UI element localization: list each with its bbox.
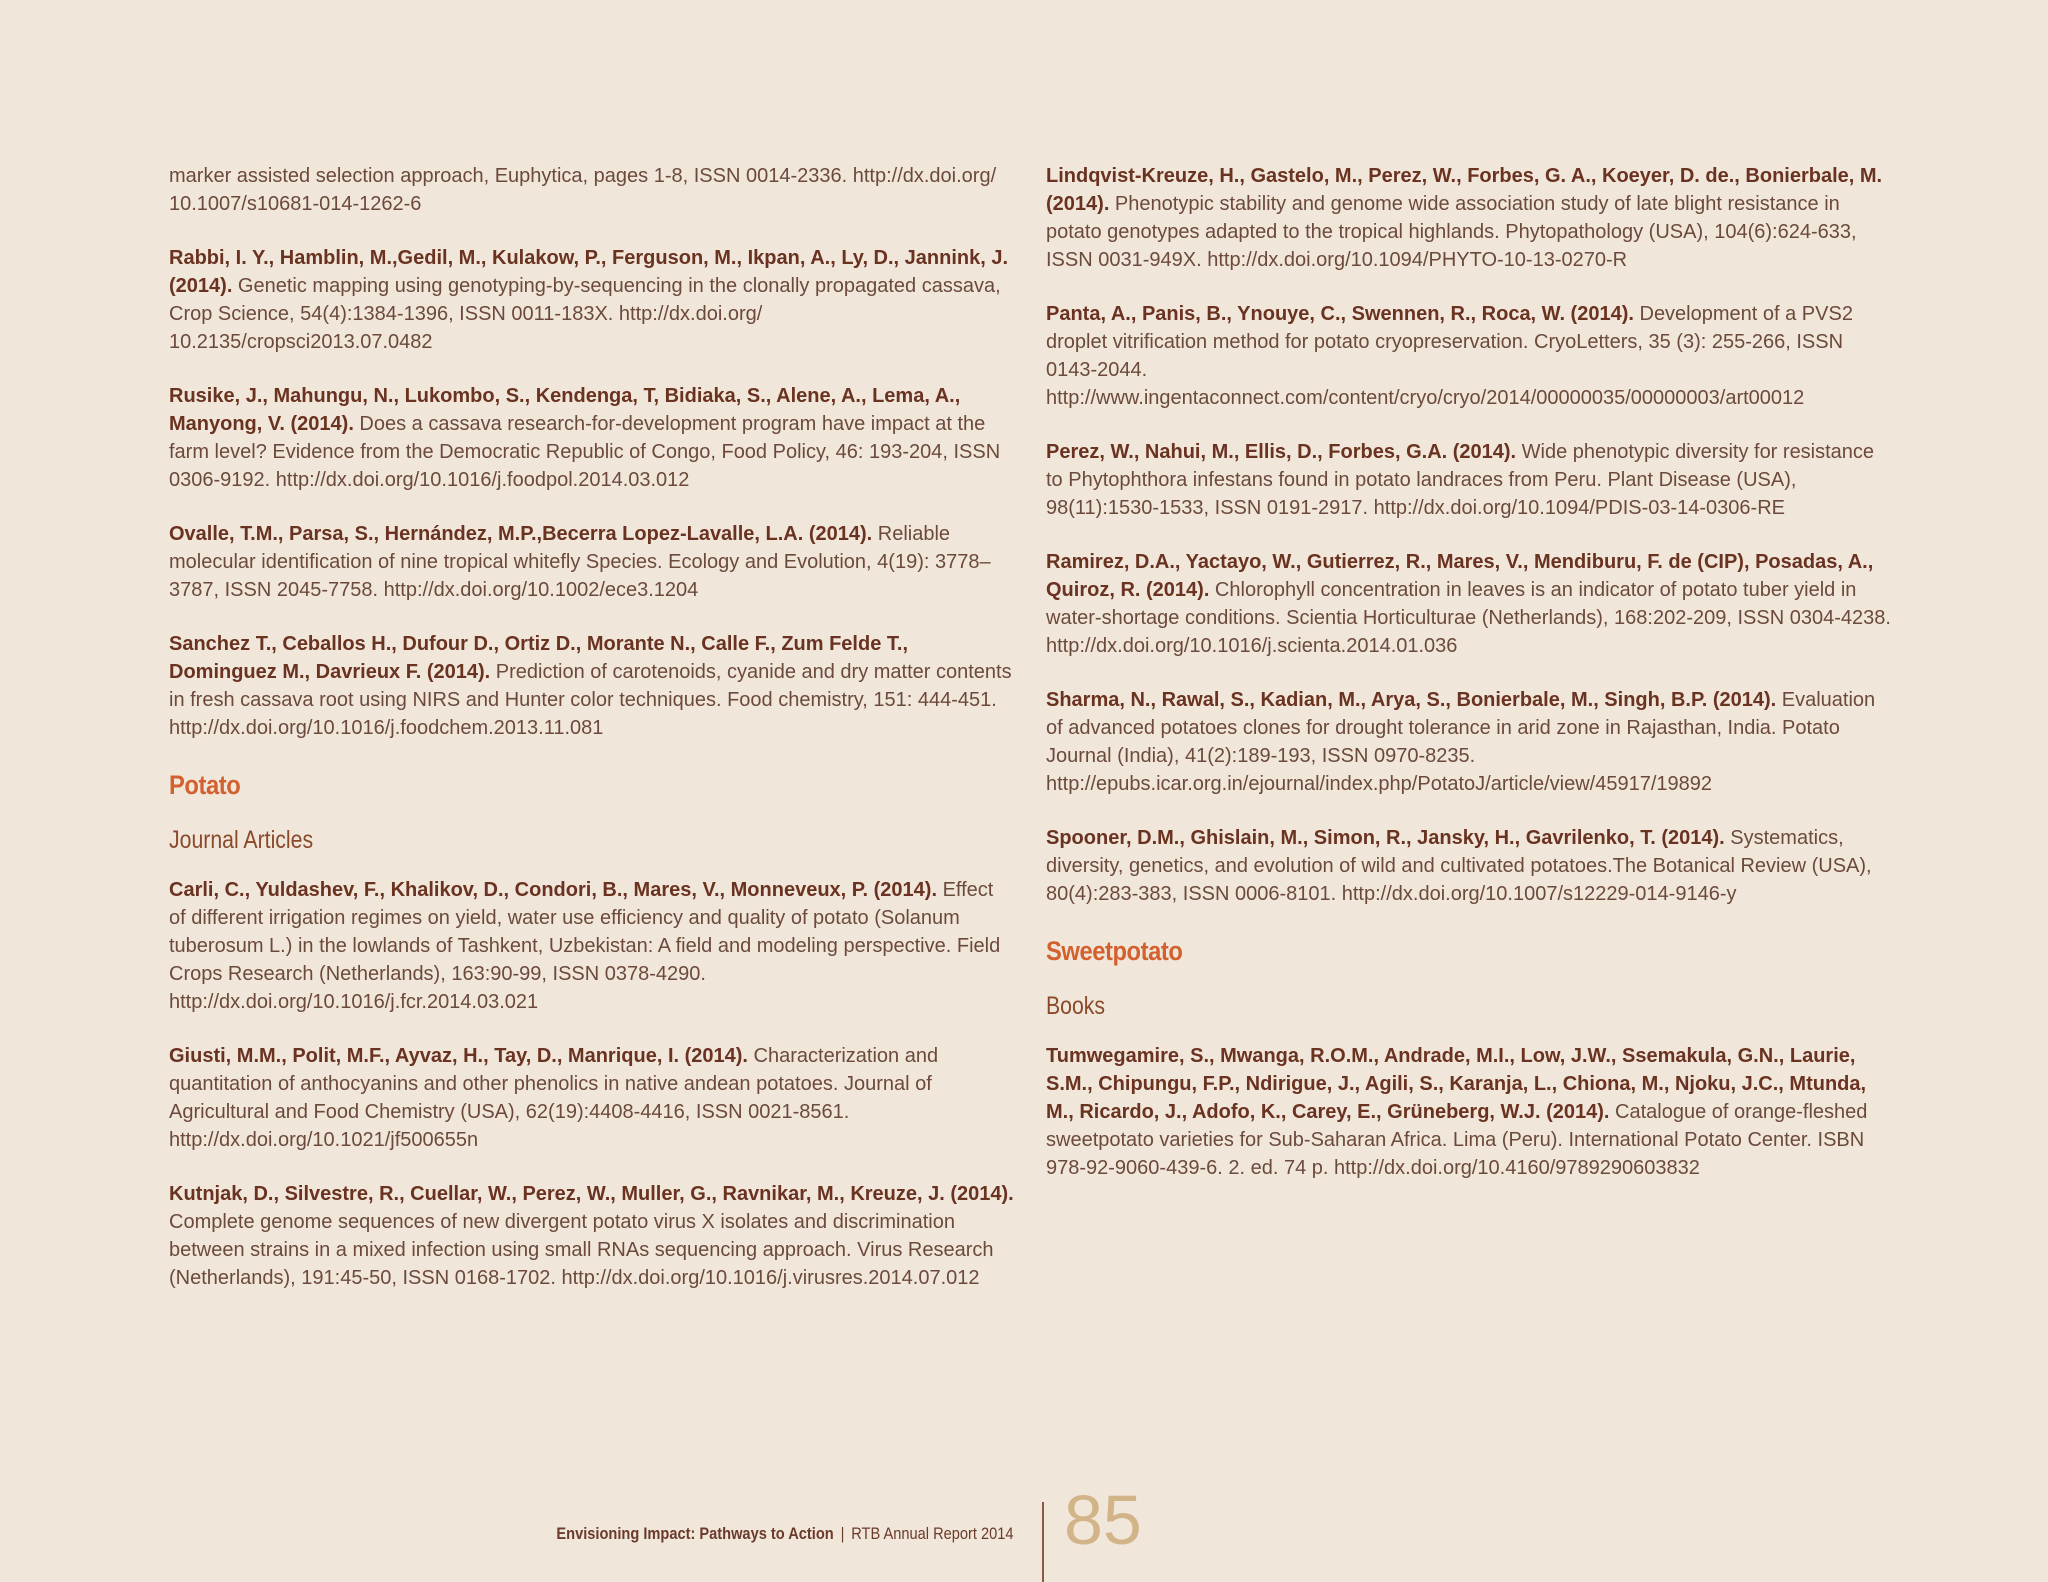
reference-body: Does a cassava research-for-development program have impact at the farm level? Evidence from the Democratic Republic of Congo, Food Policy, 46: 193-204, ISSN 0306-9192. http://dx.doi.org/10.1016/j.foodpol.2014.03.012 (169, 413, 1001, 491)
reference-authors: Perez, W., Nahui, M., Ellis, D., Forbes, G.A. (2014). (1046, 441, 1517, 463)
footer-report-title: Envisioning Impact: Pathways to Action (556, 1524, 835, 1543)
reference-authors: Carli, C., Yuldashev, F., Khalikov, D., Condori, B., Mares, V., Monneveux, P. (2014). (169, 879, 938, 901)
footer-caption (557, 1524, 1014, 1544)
reference-body: Phenotypic stability and genome wide association study of late blight resistance in potato genotypes adapted to the tropical highlands. Phytopathology (USA), 104(6):624-633, ISSN 0031-949X. http://dx.doi.org/10.1094/PHYTO-10-13-0270-R (1046, 193, 1857, 271)
section-heading-potato: Potato (169, 770, 241, 800)
reference-entry (169, 382, 1014, 494)
reference-body: marker assisted selection approach, Euphytica, pages 1-8, ISSN 0014-2336. http://dx.doi.org/ 10.1007/s10681-014-1262-6 (169, 165, 997, 215)
reference-entry (1046, 686, 1891, 798)
reference-entry (169, 1042, 1014, 1154)
reference-body: Chlorophyll concentration in leaves is an indicator of potato tuber yield in water-shortage conditions. Scientia Horticulturae (Netherlands), 168:202-209, ISSN 0304-4238. http://dx.doi.org/10.1016/j.scienta.2014.01.036 (1046, 579, 1891, 657)
reference-entry (169, 244, 1014, 356)
reference-body: Evaluation of advanced potatoes clones for drought tolerance in arid zone in Rajasthan, India. Potato Journal (India), 41(2):189-193, ISSN 0970-8235. http://epubs.icar.org.in/ejournal/index.php/PotatoJ/article/view/45917/19892 (1046, 689, 1876, 795)
reference-authors: Sharma, N., Rawal, S., Kadian, M., Arya, S., Bonierbale, M., Singh, B.P. (2014). (1046, 689, 1777, 711)
reference-body: Systematics, diversity, genetics, and evolution of wild and cultivated potatoes.The Botanical Review (USA), 80(4):283-383, ISSN 0006-8101. http://dx.doi.org/10.1007/s12229-014-9146-y (1046, 827, 1872, 905)
reference-entry (169, 1180, 1014, 1292)
footer-divider (1042, 1502, 1044, 1582)
reference-authors: Spooner, D.M., Ghislain, M., Simon, R., Jansky, H., Gavrilenko, T. (2014). (1046, 827, 1725, 849)
section-heading-sweetpotato: Sweetpotato (1046, 936, 1183, 966)
reference-authors: Panta, A., Panis, B., Ynouye, C., Swennen, R., Roca, W. (2014). (1046, 303, 1634, 325)
reference-entry (1046, 438, 1891, 522)
reference-entry (1046, 300, 1891, 412)
reference-body: Genetic mapping using genotyping-by-sequencing in the clonally propagated cassava, Crop Science, 54(4):1384-1396, ISSN 0011-183X. http://dx.doi.org/ 10.2135/cropsci2013.07.0482 (169, 275, 1001, 353)
footer-report-name: RTB Annual Report 2014 (851, 1524, 1014, 1543)
reference-entry (1046, 162, 1891, 274)
reference-body: Prediction of carotenoids, cyanide and dry matter contents in fresh cassava root using NIRS and Hunter color techniques. Food chemistry, 151: 444-451. http://dx.doi.org/10.1016/j.foodchem.2013.11.081 (169, 661, 1012, 739)
reference-body: Reliable molecular identification of nine tropical whitefly Species. Ecology and Evolution, 4(19): 3778–3787, ISSN 2045-7758. http://dx.doi.org/10.1002/ece3.1204 (169, 523, 991, 601)
reference-entry (1046, 824, 1891, 908)
reference-body: Development of a PVS2 droplet vitrification method for potato cryopreservation. CryoLetters, 35 (3): 255-266, ISSN 0143-2044. http://www.ingentaconnect.com/content/cryo/cryo/2014/00000035/00000003/art00012 (1046, 303, 1853, 409)
reference-body: Complete genome sequences of new divergent potato virus X isolates and discrimination between strains in a mixed infection using small RNAs sequencing approach. Virus Research (Netherlands), 191:45-50, ISSN 0168-1702. http://dx.doi.org/10.1016/j.virusres.2014.07.012 (169, 1211, 994, 1289)
reference-entry (1046, 1042, 1891, 1182)
reference-entry (169, 876, 1014, 1016)
footer-separator: | (841, 1524, 845, 1543)
reference-entry (1046, 548, 1891, 660)
reference-authors: Rusike, J., Mahungu, N., Lukombo, S., Kendenga, T, Bidiaka, S., Alene, A., Lema, A., Manyong, V. (2014). (169, 385, 961, 435)
reference-continuation (169, 162, 1014, 218)
reference-body: Effect of different irrigation regimes on yield, water use efficiency and quality of potato (Solanum tuberosum L.) in the lowlands of Tashkent, Uzbekistan: A field and modeling perspective. Field Crops Research (Netherlands), 163:90-99, ISSN 0378-4290. http://dx.doi.org/10.1016/j.fcr.2014.03.021 (169, 879, 1001, 1013)
reference-authors: Ovalle, T.M., Parsa, S., Hernández, M.P.,Becerra Lopez-Lavalle, L.A. (2014). (169, 523, 873, 545)
reference-authors: Kutnjak, D., Silvestre, R., Cuellar, W., Perez, W., Muller, G., Ravnikar, M., Kreuze, J. (2014). (169, 1183, 1014, 1205)
subsection-heading-books: Books (1046, 992, 1106, 1020)
reference-entry (169, 520, 1014, 604)
reference-body: Wide phenotypic diversity for resistance to Phytophthora infestans found in potato landraces from Peru. Plant Disease (USA), 98(11):1530-1533, ISSN 0191-2917. http://dx.doi.org/10.1094/PDIS-03-14-0306-RE (1046, 441, 1875, 519)
reference-authors: Sanchez T., Ceballos H., Dufour D., Ortiz D., Morante N., Calle F., Zum Felde T., Dominguez M., Davrieux F. (2014). (169, 633, 908, 683)
reference-body: Characterization and quantitation of anthocyanins and other phenolics in native andean potatoes. Journal of Agricultural and Food Chemistry (USA), 62(19):4408-4416, ISSN 0021-8561. http://dx.doi.org/10.1021/jf500655n (169, 1045, 939, 1151)
reference-authors: Giusti, M.M., Polit, M.F., Ayvaz, H., Tay, D., Manrique, I. (2014). (169, 1045, 748, 1067)
page-number: 85 (1064, 1481, 1142, 1559)
reference-authors: Rabbi, I. Y., Hamblin, M.,Gedil, M., Kulakow, P., Ferguson, M., Ikpan, A., Ly, D., Jannink, J. (2014). (169, 247, 1009, 297)
reference-authors: Tumwegamire, S., Mwanga, R.O.M., Andrade, M.I., Low, J.W., Ssemakula, G.N., Laurie, S.M., Chipungu, F.P., Ndirigue, J., Agili, S., Karanja, L., Chiona, M., Njoku, J.C., Mtunda, M., Ricardo, J., Adofo, K., Carey, E., Grüneberg, W.J. (2014). (1046, 1045, 1867, 1123)
reference-entry (169, 630, 1014, 742)
reference-authors: Ramirez, D.A., Yactayo, W., Gutierrez, R., Mares, V., Mendiburu, F. de (CIP), Posadas, A., Quiroz, R. (2014). (1046, 551, 1874, 601)
right-column (1046, 162, 1891, 1208)
reference-authors: Lindqvist-Kreuze, H., Gastelo, M., Perez, W., Forbes, G. A., Koeyer, D. de., Bonierbale, M. (2014). (1046, 165, 1883, 215)
left-column (169, 162, 1014, 1318)
subsection-heading-journal-articles: Journal Articles (169, 826, 314, 854)
reference-body: Catalogue of orange-fleshed sweetpotato varieties for Sub-Saharan Africa. Lima (Peru). International Potato Center. ISBN 978-92-9060-439-6. 2. ed. 74 p. http://dx.doi.org/10.4160/9789290603832 (1046, 1101, 1868, 1179)
